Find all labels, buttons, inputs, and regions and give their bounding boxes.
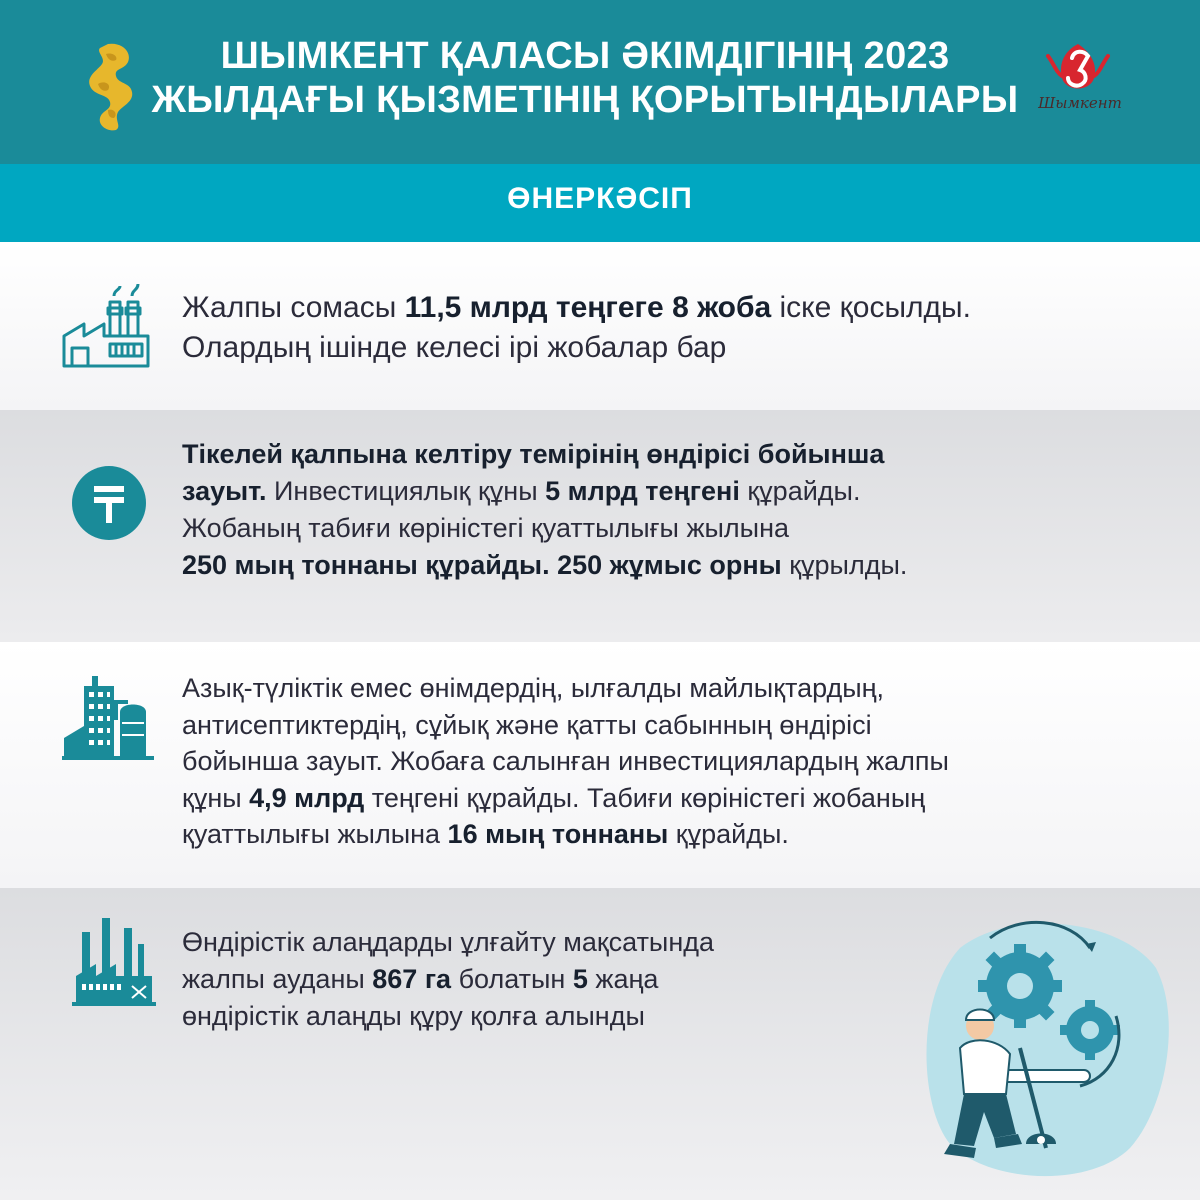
- page-title: [150, 34, 1020, 122]
- industrial-plant-icon: [72, 914, 156, 1006]
- worker-gears-illustration: [920, 908, 1170, 1184]
- title-line-2: ЖЫЛДАҒЫ ҚЫЗМЕТІНІҢ ҚОРЫТЫНДЫЛАРЫ: [151, 79, 1019, 121]
- city-logo-text: Шымкент: [1038, 94, 1122, 112]
- shymkent-city-logo-icon: [1028, 36, 1128, 126]
- buildings-icon: [62, 672, 154, 764]
- title-line-1: ШЫМКЕНТ ҚАЛАСЫ ӘКІМДІГІНІҢ 2023: [220, 35, 950, 77]
- item-text-1: Жалпы сомасы 11,5 млрд теңгеге 8 жоба іске қосылды. Олардың ішінде келесі ірі жобалар бар: [182, 291, 971, 364]
- tenge-icon: [72, 466, 146, 540]
- item-text-3: Азық-түліктік емес өнімдердің, ылғалды майлықтардың, антисептиктердің, сұйық және қатты сабынның өндірісі бойынша зауыт. Жобаға салынған инвестициялардың жалпы құны 4,9 млрд теңгені құрайды. Табиғи көріністегі жобаның қуаттылығы жылына 16 мың тоннаны құрайды.: [182, 673, 949, 849]
- item-text-2: Тікелей қалпына келтіру темірінің өндірісі бойынша зауыт. Инвестициялық құны 5 млрд теңгені құрайды. Жобаның табиғи көріністегі қуаттылығы жылына 250 мың тоннаны құрайды. 250 жұмыс орны құрылды.: [182, 439, 908, 580]
- factory-icon: [60, 278, 152, 370]
- section-title: ӨНЕРКӘСІП: [507, 182, 693, 215]
- snow-leopard-emblem-icon: [78, 40, 142, 132]
- item-text-4: Өндірістік алаңдарды ұлғайту мақсатында жалпы ауданы 867 га болатын 5 жаңа өндірістік алаңды құру қолға алынды: [182, 927, 715, 1031]
